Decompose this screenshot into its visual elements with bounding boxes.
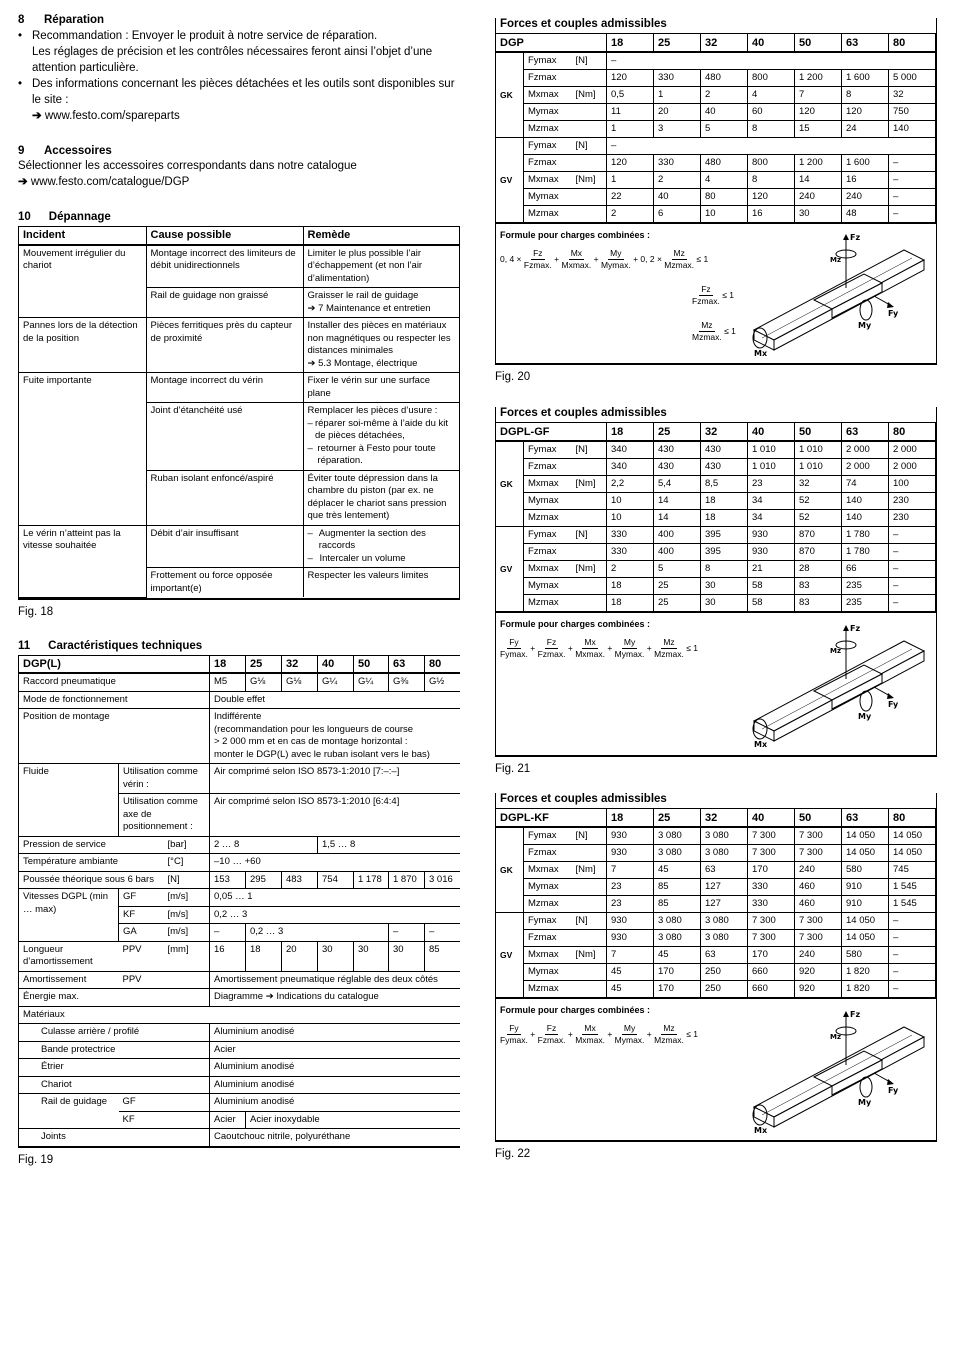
table-row: GK Fymax [N] – bbox=[496, 52, 936, 69]
my-rotation-icon bbox=[860, 300, 872, 320]
table-header-row: DGP 18 25 32 40 50 63 80 bbox=[496, 34, 936, 52]
formula-label: Formule pour charges combinées : bbox=[500, 229, 651, 240]
axis-label: Mz bbox=[830, 1032, 842, 1041]
arrow-icon: ➔ bbox=[18, 176, 28, 188]
axis-label: My bbox=[858, 320, 872, 330]
formula-equation: 0, 4 × $\frac{Fz}{Fzmax.}$ + $\frac{Mx}{Mxmax.}$ + $\frac{My}{Mymax.}$ + 0, 2 × $\frac{Mz}{Mzmax.}$ ≤ 1 bbox=[500, 247, 709, 270]
table-row: KF Acier Acier inoxydable bbox=[19, 1111, 461, 1129]
table-row: Mymax 45 170 250 660 920 1 820 – bbox=[496, 963, 936, 980]
column-header: Remède bbox=[303, 227, 459, 245]
fraction: $\frac{Mz}{Mzmax.}$ bbox=[664, 247, 695, 270]
fraction: $\frac{My}{Mymax.}$ bbox=[614, 1022, 645, 1045]
table-row: Mzmax 23 85 127 330 460 910 1 545 bbox=[496, 895, 936, 912]
section-number: 8 bbox=[18, 14, 25, 26]
fraction: $\frac{Mz}{Mzmax.}$ bbox=[654, 1022, 684, 1045]
table-title: Forces et couples admissibles bbox=[495, 407, 936, 423]
table-row: Joint d’étanchéité usé Remplacer les pièces d’usure : – réparer soi-même à l’aide du kit de pièces détachées, – retourner à Festo pour toute réparation. bbox=[19, 403, 459, 471]
section-title: Réparation bbox=[44, 14, 105, 26]
accessories-text: Sélectionner les accessoires correspondants dans notre catalogue ➔ www.festo.com/catalogue/DGP bbox=[18, 160, 357, 188]
axis-label: My bbox=[858, 711, 872, 721]
table-row: Rail de guidage non graissé Graisser le rail de guidage ➔ 7 Maintenance et entretien bbox=[19, 288, 459, 318]
actuator-drawing bbox=[746, 621, 926, 749]
table-row: Amortissement PPV Amortissement pneumatique réglable des deux côtés bbox=[19, 971, 461, 989]
axis-label: Mz bbox=[830, 646, 842, 655]
axis-label: Fz bbox=[850, 623, 861, 633]
forces-table-block bbox=[495, 18, 937, 383]
combined-load-formula bbox=[495, 223, 936, 363]
fraction: $\frac{Fy}{Fymax.}$ bbox=[500, 636, 528, 659]
fraction: $\frac{Mx}{Mxmax.}$ bbox=[575, 636, 605, 659]
table-row: Énergie max. Diagramme ➔ Indications du catalogue bbox=[19, 989, 461, 1007]
axis-label: Fy bbox=[888, 1085, 899, 1095]
table-row: Mouvement irrégulier du chariot Montage incorrect des limiteurs de débit unidirectionnels Limiter le plus possible l’air d’échappement (et non l’air d’alimentation) bbox=[19, 245, 459, 288]
table-row: Fzmax 930 3 080 3 080 7 300 7 300 14 050 – bbox=[496, 929, 936, 946]
table-row: GV Fymax [N] 330 400 395 930 870 1 780 – bbox=[496, 526, 936, 543]
table-row: Raccord pneumatique M5 G⅛ G⅛ G¼ G¼ G⅜ G½ bbox=[19, 673, 461, 691]
table-row: Chariot Aluminium anodisé bbox=[19, 1076, 461, 1094]
table-row: Mode de fonctionnement Double effet bbox=[19, 691, 461, 709]
figure-caption: Fig. 19 bbox=[18, 1153, 54, 1166]
figure-caption: Fig. 21 bbox=[495, 762, 531, 775]
table-row: Mxmax [Nm] 2 5 8 21 28 66 – bbox=[496, 560, 936, 577]
column-header: Incident bbox=[19, 227, 146, 245]
fraction: $\frac{Fz}{Fzmax.}$ bbox=[537, 636, 566, 659]
table-row: Fzmax 930 3 080 3 080 7 300 7 300 14 050 14 050 bbox=[496, 844, 936, 861]
table-row: Fluide Utilisation comme vérin : Air comprimé selon ISO 8573-1:2010 [7:–:–] bbox=[19, 764, 461, 794]
formula-equation: $\frac{Fy}{Fymax.}$ + $\frac{Fz}{Fzmax.}$ + $\frac{Mx}{Mxmax.}$ + $\frac{My}{Mymax.}$ + $\frac{Mz}{Mzmax.}$ ≤ 1 bbox=[500, 636, 699, 659]
table-title: Forces et couples admissibles bbox=[495, 18, 936, 34]
table-row: Mzmax 10 14 18 34 52 140 230 bbox=[496, 509, 936, 526]
forces-table-block bbox=[495, 407, 937, 775]
axis-label: Fz bbox=[850, 1009, 861, 1019]
fraction: $\frac{Mz}{Mzmax.}$ bbox=[692, 319, 722, 342]
table-row: Culasse arrière / profilé Aluminium anodisé bbox=[19, 1024, 461, 1042]
my-rotation-icon bbox=[860, 691, 872, 711]
table-row: Mxmax [Nm] 2,2 5,4 8,5 23 32 74 100 bbox=[496, 475, 936, 492]
figure-caption: Fig. 18 bbox=[18, 605, 54, 618]
table-row: Fzmax 120 330 480 800 1 200 1 600 5 000 bbox=[496, 69, 936, 86]
table-row: Étrier Aluminium anodisé bbox=[19, 1059, 461, 1077]
figure-caption: Fig. 20 bbox=[495, 370, 531, 383]
table-row: Position de montage Indifférente (recommandation pour les longueurs de course > 2 000 mm et en cas de montage horizontal : monter le DGP(L) avec le ruban isolant vers le bas) bbox=[19, 709, 461, 764]
table-row: Mymax 22 40 80 120 240 240 – bbox=[496, 188, 936, 205]
figure-caption: Fig. 22 bbox=[495, 1147, 531, 1160]
formula-equation: $\frac{Mz}{Mzmax.}$ ≤ 1 bbox=[692, 319, 736, 342]
table-row: Mxmax [Nm] 0,5 1 2 4 7 8 32 bbox=[496, 86, 936, 103]
table-row: Mxmax [Nm] 1 2 4 8 14 16 – bbox=[496, 171, 936, 188]
axis-label: Mx bbox=[754, 1125, 768, 1135]
formula-label: Formule pour charges combinées : bbox=[500, 1004, 651, 1015]
table-row: Ruban isolant enfoncé/aspiré Éviter toute dépression dans la chambre du piston (par ex. ne déplacer le chariot sans pression que très lentement) bbox=[19, 470, 459, 525]
table-header-row: DGPL-KF 18 25 32 40 50 63 80 bbox=[496, 809, 936, 827]
left-column bbox=[18, 14, 460, 1166]
combined-load-formula bbox=[495, 998, 936, 1140]
table-row: Le vérin n’atteint pas la vitesse souhaitée Débit d’air insuffisant – Augmenter la section des raccords – Intercaler un volume bbox=[19, 525, 459, 568]
table-row: Poussée théorique sous 6 bars [N] 153 295 483 754 1 178 1 870 3 016 bbox=[19, 871, 461, 889]
fraction: $\frac{Fz}{Fzmax.}$ bbox=[537, 1022, 566, 1045]
tech-specs-table: DGP(L) 18 25 32 40 50 63 80 Raccord pneumatique M5 G⅛ G⅛ G¼ G¼ G⅜ G½ Mode de fonctionnement Double effet Position de montage Indifférente (recommandation pour les longueurs de course > 2 000 mm et en cas de montage horizontal : monter le DGP(L) avec le ruban isolant vers le bas) Fluide Utilisation comme vérin : Air comprimé selon ISO 8573-1:2010 [7:–:–] Utilisation comme axe de positionnement : Air comprimé selon ISO 8573-1:2010 [6:4:4] Pression de service [bar] 2 … 8 1,5 … 8 Température ambiante [°C] –10 … +60 Poussée théorique sous 6 bars [N] 153 295 483 754 1 178 1 870 3 016 Vitesses DGPL (min … max) GF [m/s] 0,05 … 1 KF [m/s] 0,2 … 3 GA [m/s] – 0,2 … 3 – – Longueur d’amortissement PPV [mm] 16 18 20 30 30 30 85 Amortissement PPV Amortissement pneumatique réglable des deux côtés Énergie max. Diagramme ➔ Indications du catalogue Matériaux Culasse arrière / profilé Aluminium anodisé Bande protectrice Acier Étrier Aluminium anodisé Chariot Aluminium anodisé Rail de guidage GF Aluminium anodisé KF Acier Acier inoxydable Joints Caoutchouc nitrile, polyuréthane bbox=[18, 655, 460, 1148]
table-title: Forces et couples admissibles bbox=[495, 793, 936, 809]
fraction: $\frac{Mx}{Mxmax.}$ bbox=[575, 1022, 605, 1045]
table-row: Bande protectrice Acier bbox=[19, 1041, 461, 1059]
catalogue-link[interactable]: www.festo.com/catalogue/DGP bbox=[30, 176, 190, 188]
table-row: Frottement ou force opposée important(e) Respecter les valeurs limites bbox=[19, 568, 459, 598]
axis-label: Fz bbox=[850, 232, 861, 242]
axis-label: My bbox=[858, 1097, 872, 1107]
section-11-heading: 11 Caractéristiques techniques bbox=[18, 639, 203, 652]
fraction: $\frac{Mz}{Mzmax.}$ bbox=[654, 636, 684, 659]
column-header: Cause possible bbox=[146, 227, 303, 245]
table-row: Mxmax [Nm] 7 45 63 170 240 580 745 bbox=[496, 861, 936, 878]
table-row: Fzmax 120 330 480 800 1 200 1 600 – bbox=[496, 154, 936, 171]
table-row: Mzmax 2 6 10 16 30 48 – bbox=[496, 205, 936, 222]
axis-label: Mx bbox=[754, 739, 768, 749]
repair-list bbox=[18, 28, 460, 124]
table-row: GK Fymax [N] 930 3 080 3 080 7 300 7 300 14 050 14 050 bbox=[496, 827, 936, 844]
forces-table-block bbox=[495, 793, 937, 1160]
section-8-heading bbox=[18, 14, 460, 26]
arrow-icon: ➔ bbox=[32, 110, 42, 122]
table-row: Matériaux bbox=[19, 1006, 461, 1024]
axis-label: Mz bbox=[830, 255, 842, 264]
table-row: KF [m/s] 0,2 … 3 bbox=[19, 906, 461, 924]
table-row: GA [m/s] – 0,2 … 3 – – bbox=[19, 924, 461, 942]
table-row: Fzmax 330 400 395 930 870 1 780 – bbox=[496, 543, 936, 560]
table-row: Mymax 11 20 40 60 120 120 750 bbox=[496, 103, 936, 120]
table-row: Mxmax [Nm] 7 45 63 170 240 580 – bbox=[496, 946, 936, 963]
troubleshooting-table bbox=[18, 226, 460, 600]
fraction: $\frac{Fy}{Fymax.}$ bbox=[500, 1022, 528, 1045]
spareparts-link[interactable]: www.festo.com/spareparts bbox=[44, 110, 180, 122]
table-row: Température ambiante [°C] –10 … +60 bbox=[19, 854, 461, 872]
table-row: Longueur d’amortissement PPV [mm] 16 18 20 30 30 30 85 bbox=[19, 941, 461, 971]
table-row: Vitesses DGPL (min … max) GF [m/s] 0,05 … 1 bbox=[19, 889, 461, 907]
table-row: GV Fymax [N] – bbox=[496, 137, 936, 154]
table-row: GV Fymax [N] 930 3 080 3 080 7 300 7 300 14 050 – bbox=[496, 912, 936, 929]
formula-equation: $\frac{Fz}{Fzmax.}$ ≤ 1 bbox=[692, 283, 735, 306]
fraction: $\frac{My}{Mymax.}$ bbox=[614, 636, 645, 659]
table-row: Utilisation comme axe de positionnement : Air comprimé selon ISO 8573-1:2010 [6:4:4] bbox=[19, 794, 461, 837]
table-row: Joints Caoutchouc nitrile, polyuréthane bbox=[19, 1129, 461, 1146]
table-row: Mymax 18 25 30 58 83 235 – bbox=[496, 577, 936, 594]
table-row: Fzmax 340 430 430 1 010 1 010 2 000 2 000 bbox=[496, 458, 936, 475]
table-row: Fuite importante Montage incorrect du vérin Fixer le vérin sur une surface plane bbox=[19, 373, 459, 403]
axis-label: Mx bbox=[754, 348, 768, 358]
actuator-drawing bbox=[746, 1007, 926, 1135]
fraction: $\frac{Mx}{Mxmax.}$ bbox=[561, 247, 592, 270]
formula-label: Formule pour charges combinées : bbox=[500, 618, 651, 629]
table-row: Rail de guidage GF Aluminium anodisé bbox=[19, 1094, 461, 1112]
column-header: DGP(L) bbox=[19, 656, 210, 674]
table-row: Pannes lors de la détection de la position Pièces ferritiques près du capteur de proximité Installer des pièces en matériaux non magnétiques ou respecter les distances minimales ➔ 5.3 Montage, électrique bbox=[19, 318, 459, 373]
combined-load-formula bbox=[495, 612, 936, 755]
table-row: Mzmax 18 25 30 58 83 235 – bbox=[496, 594, 936, 611]
table-row: Mzmax 1 3 5 8 15 24 140 bbox=[496, 120, 936, 137]
table-row: Mzmax 45 170 250 660 920 1 820 – bbox=[496, 980, 936, 997]
my-rotation-icon bbox=[860, 1077, 872, 1097]
table-row: Mymax 10 14 18 34 52 140 230 bbox=[496, 492, 936, 509]
fraction: $\frac{My}{Mymax.}$ bbox=[600, 247, 631, 270]
axis-label: Fy bbox=[888, 699, 899, 709]
table-row: GK Fymax [N] 340 430 430 1 010 1 010 2 000 2 000 bbox=[496, 441, 936, 458]
section-10-heading: 10 Dépannage bbox=[18, 211, 111, 223]
fraction: $\frac{Fz}{Fzmax.}$ bbox=[523, 247, 552, 270]
formula-equation: $\frac{Fy}{Fymax.}$ + $\frac{Fz}{Fzmax.}$ + $\frac{Mx}{Mxmax.}$ + $\frac{My}{Mymax.}$ + $\frac{Mz}{Mzmax.}$ ≤ 1 bbox=[500, 1022, 699, 1045]
actuator-drawing bbox=[746, 230, 926, 358]
section-9-heading: 9 Accessoires bbox=[18, 145, 112, 157]
fraction: $\frac{Fz}{Fzmax.}$ bbox=[692, 283, 720, 306]
list-item: • Recommandation : Envoyer le produit à notre service de réparation. Les réglages de précision et les contrôles nécessaires feront ainsi l’objet d’une attention particulière. bbox=[18, 28, 460, 76]
list-item: • Des informations concernant les pièces détachées et les outils sont disponibles sur le site : ➔ www.festo.com/spareparts bbox=[18, 76, 460, 124]
table-row: Pression de service [bar] 2 … 8 1,5 … 8 bbox=[19, 836, 461, 854]
table-row: Mymax 23 85 127 330 460 910 1 545 bbox=[496, 878, 936, 895]
axis-label: Fy bbox=[888, 308, 899, 318]
table-header-row: DGPL-GF 18 25 32 40 50 63 80 bbox=[496, 423, 936, 441]
